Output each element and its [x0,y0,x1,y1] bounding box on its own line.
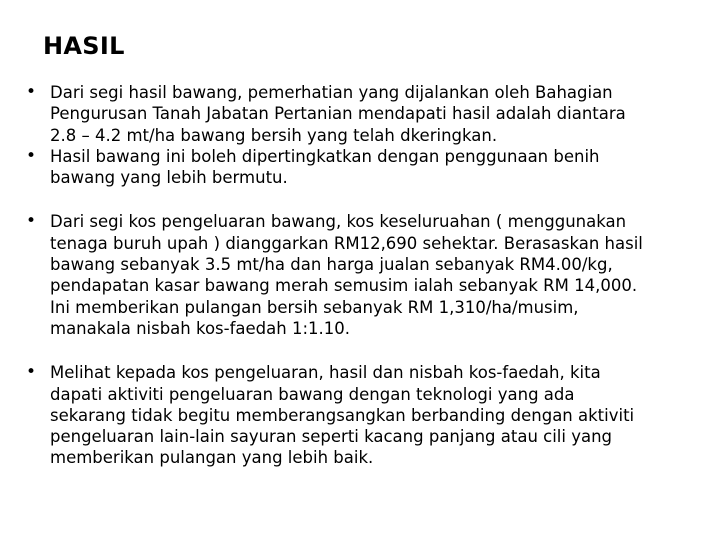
bullet-line: bawang yang lebih bermutu. [50,168,288,188]
bullet-line: Dari segi kos pengeluaran bawang, kos keseluruahan ( menggunakan [50,212,627,232]
bullet-line: Pengurusan Tanah Jabatan Pertanian mendapati hasil adalah diantara [50,104,626,124]
bullet-icon: • [26,211,37,232]
bullet-line: pengeluaran lain-lain sayuran seperti kacang panjang atau cili yang [50,427,613,447]
bullet-line: bawang sebanyak 3.5 mt/ha dan harga jualan sebanyak RM4.00/kg, [50,255,613,275]
slide-title: HASIL [43,32,125,60]
bullet-line: Hasil bawang ini boleh dipertingkatkan dengan penggunaan benih [50,146,600,166]
spacer [26,339,716,362]
bullet-line: pendapatan kasar bawang merah semusim ialah sebanyak RM 14,000. [50,276,638,296]
bullet-item [26,362,716,468]
bullet-line: Dari segi hasil bawang, pemerhatian yang dijalankan oleh Bahagian [50,83,613,102]
bullet-line: 2.8 – 4.2 mt/ha bawang bersih yang telah dkeringkan. [50,125,498,145]
bullet-line: memberikan pulangan yang lebih baik. [50,448,374,468]
bullet-line: sekarang tidak begitu memberangsangkan berbanding dengan aktiviti [50,405,635,425]
bullet-icon: • [26,145,37,166]
bullet-line: tenaga buruh upah ) dianggarkan RM12,690 sehektar. Berasaskan hasil [50,233,643,253]
spacer [26,188,716,211]
bullet-line: manakala nisbah kos-faedah 1:1.10. [50,318,351,338]
bullet-line: Melihat kepada kos pengeluaran, hasil dan nisbah kos-faedah, kita [50,363,601,383]
bullet-icon: • [26,82,37,102]
bullet-line: Ini memberikan pulangan bersih sebanyak RM 1,310/ha/musim, [50,297,579,317]
bullet-line: dapati aktiviti pengeluaran bawang dengan teknologi yang ada [50,384,575,404]
bullet-item [26,211,716,339]
bullet-list [26,82,716,469]
bullet-icon: • [26,362,37,383]
bullet-item [26,82,716,146]
bullet-item [26,146,716,189]
